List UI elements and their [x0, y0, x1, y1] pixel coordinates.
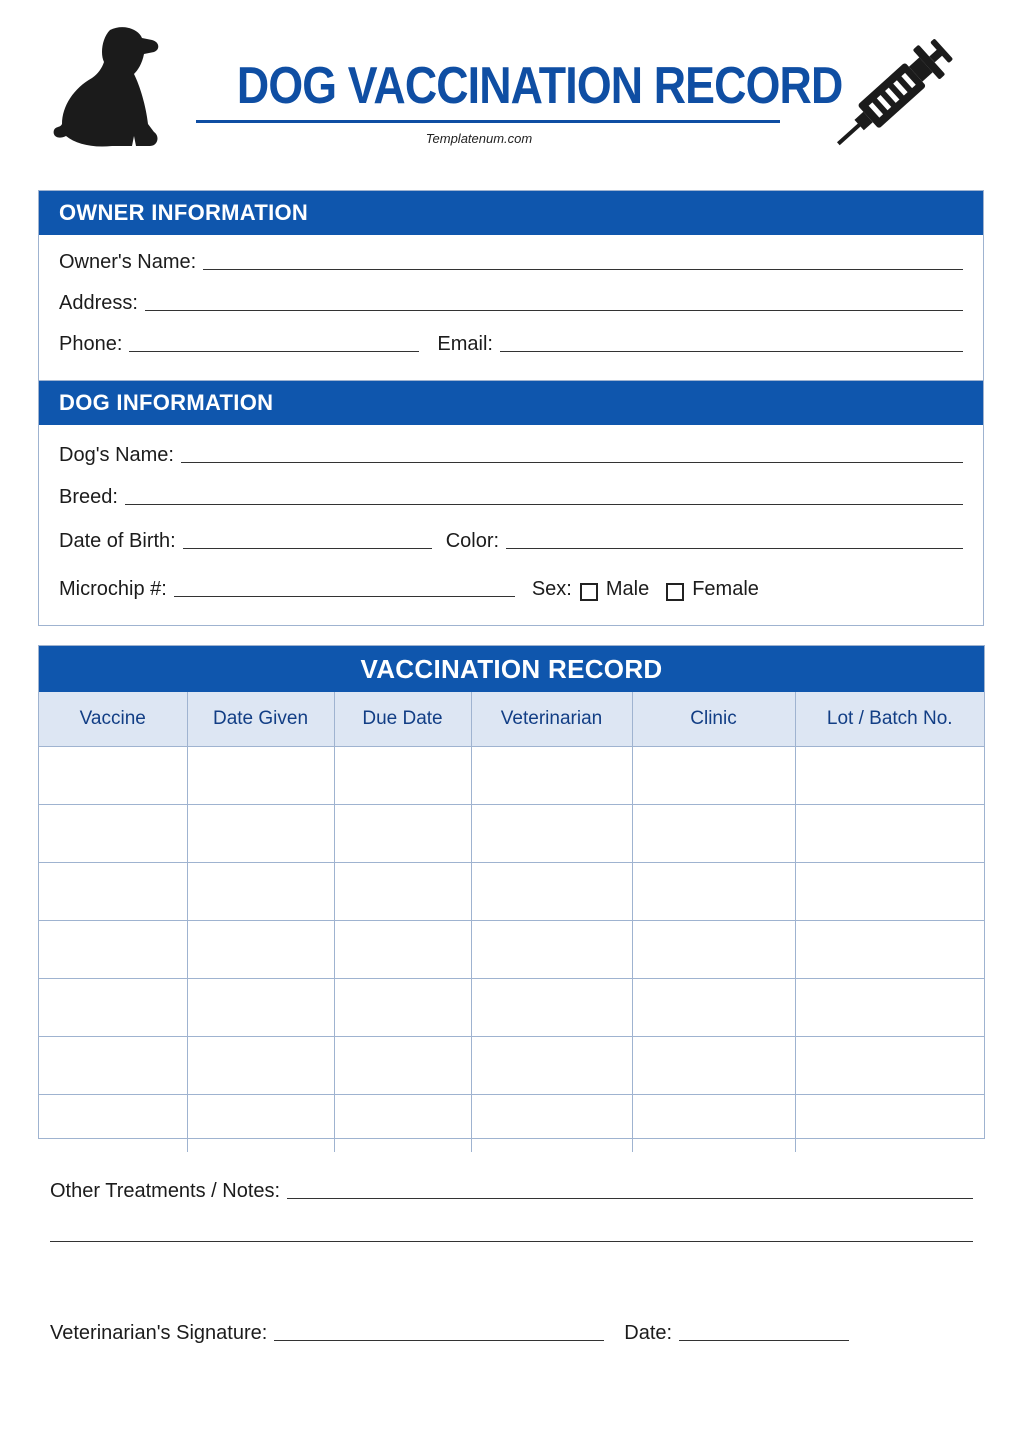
table-cell[interactable]	[795, 921, 984, 979]
male-checkbox[interactable]	[580, 583, 598, 601]
table-cell[interactable]	[39, 921, 187, 979]
table-row	[39, 747, 984, 805]
table-cell[interactable]	[795, 747, 984, 805]
notes-field[interactable]	[287, 1198, 973, 1199]
table-cell[interactable]	[187, 805, 334, 863]
phone-email-row	[59, 333, 963, 356]
col-veterinarian: Veterinarian	[471, 692, 632, 747]
table-cell[interactable]	[471, 1095, 632, 1153]
table-cell[interactable]	[334, 979, 471, 1037]
breed-label: Breed:	[59, 486, 118, 508]
website-text: Templatenum.com	[425, 131, 533, 146]
table-cell[interactable]	[334, 747, 471, 805]
owner-section	[38, 190, 984, 381]
table-cell[interactable]	[795, 863, 984, 921]
table-cell[interactable]	[187, 921, 334, 979]
table-body	[39, 747, 984, 1153]
notes-row	[50, 1180, 973, 1203]
microchip-label: Microchip #:	[59, 578, 167, 600]
table-row	[39, 805, 984, 863]
table-cell[interactable]	[39, 979, 187, 1037]
title-underline	[196, 120, 780, 123]
table-cell[interactable]	[187, 1095, 334, 1153]
col-vaccine: Vaccine	[39, 692, 187, 747]
table-cell[interactable]	[471, 921, 632, 979]
table-cell[interactable]	[334, 863, 471, 921]
table-cell[interactable]	[795, 979, 984, 1037]
table-cell[interactable]	[39, 1095, 187, 1153]
table-row	[39, 979, 984, 1037]
date-label: Date:	[624, 1322, 673, 1344]
dog-name-field[interactable]	[181, 462, 963, 463]
dog-name-label: Dog's Name:	[59, 444, 174, 466]
signature-label: Veterinarian's Signature:	[50, 1322, 268, 1344]
dog-icon	[48, 24, 164, 154]
owner-heading: OWNER INFORMATION	[39, 191, 983, 235]
phone-label: Phone:	[59, 333, 123, 355]
vaccination-section	[38, 645, 985, 1139]
microchip-field[interactable]	[174, 596, 515, 597]
table-cell[interactable]	[334, 1095, 471, 1153]
table-cell[interactable]	[39, 805, 187, 863]
address-row	[59, 292, 963, 315]
table-cell[interactable]	[471, 747, 632, 805]
dob-label: Date of Birth:	[59, 530, 176, 552]
col-lot-batch: Lot / Batch No.	[795, 692, 984, 747]
dob-field[interactable]	[183, 548, 432, 549]
table-cell[interactable]	[795, 1095, 984, 1153]
table-cell[interactable]	[795, 805, 984, 863]
male-option-label: Male	[605, 578, 650, 600]
date-field[interactable]	[679, 1340, 849, 1341]
signature-field[interactable]	[274, 1340, 604, 1341]
email-label: Email:	[437, 333, 493, 355]
dog-heading: DOG INFORMATION	[39, 381, 983, 425]
dog-section	[38, 381, 984, 626]
page-title: DOG VACCINATION RECORD	[236, 57, 843, 115]
table-cell[interactable]	[187, 747, 334, 805]
col-due-date: Due Date	[334, 692, 471, 747]
owner-name-label: Owner's Name:	[59, 251, 197, 273]
vaccination-table	[39, 692, 984, 1152]
table-cell[interactable]	[187, 979, 334, 1037]
vaccination-heading: VACCINATION RECORD	[39, 646, 984, 692]
table-cell[interactable]	[632, 1037, 795, 1095]
email-field[interactable]	[500, 351, 963, 352]
female-option-label: Female	[692, 578, 759, 600]
table-cell[interactable]	[187, 1037, 334, 1095]
female-checkbox[interactable]	[666, 583, 684, 601]
table-cell[interactable]	[334, 805, 471, 863]
table-cell[interactable]	[632, 979, 795, 1037]
signature-row	[50, 1322, 849, 1345]
table-row	[39, 1037, 984, 1095]
table-cell[interactable]	[632, 805, 795, 863]
table-row	[39, 863, 984, 921]
color-field[interactable]	[506, 548, 963, 549]
phone-field[interactable]	[129, 351, 419, 352]
col-clinic: Clinic	[632, 692, 795, 747]
address-label: Address:	[59, 292, 138, 314]
table-cell[interactable]	[187, 863, 334, 921]
table-row	[39, 921, 984, 979]
table-cell[interactable]	[632, 863, 795, 921]
table-cell[interactable]	[471, 863, 632, 921]
owner-name-field[interactable]	[203, 269, 963, 270]
table-cell[interactable]	[334, 921, 471, 979]
microchip-sex-row	[59, 578, 963, 601]
table-cell[interactable]	[632, 921, 795, 979]
table-cell[interactable]	[632, 747, 795, 805]
table-cell[interactable]	[471, 805, 632, 863]
table-cell[interactable]	[471, 1037, 632, 1095]
table-cell[interactable]	[39, 747, 187, 805]
dob-color-row	[59, 530, 963, 553]
dog-name-row	[59, 444, 963, 467]
col-date-given: Date Given	[187, 692, 334, 747]
table-header-row	[39, 692, 984, 747]
color-label: Color:	[445, 530, 500, 552]
notes-label: Other Treatments / Notes:	[50, 1180, 281, 1202]
sex-label: Sex:	[531, 578, 572, 600]
table-cell[interactable]	[471, 979, 632, 1037]
owner-name-row	[59, 251, 963, 274]
breed-row	[59, 486, 963, 509]
table-cell[interactable]	[39, 863, 187, 921]
table-cell[interactable]	[795, 1037, 984, 1095]
notes-row-2	[50, 1226, 973, 1246]
table-cell[interactable]	[39, 1037, 187, 1095]
syringe-icon	[826, 30, 962, 160]
breed-field[interactable]	[125, 504, 963, 505]
address-field[interactable]	[145, 310, 963, 311]
notes-field-2[interactable]	[50, 1241, 973, 1242]
table-cell[interactable]	[334, 1037, 471, 1095]
table-cell[interactable]	[632, 1095, 795, 1153]
table-row	[39, 1095, 984, 1153]
